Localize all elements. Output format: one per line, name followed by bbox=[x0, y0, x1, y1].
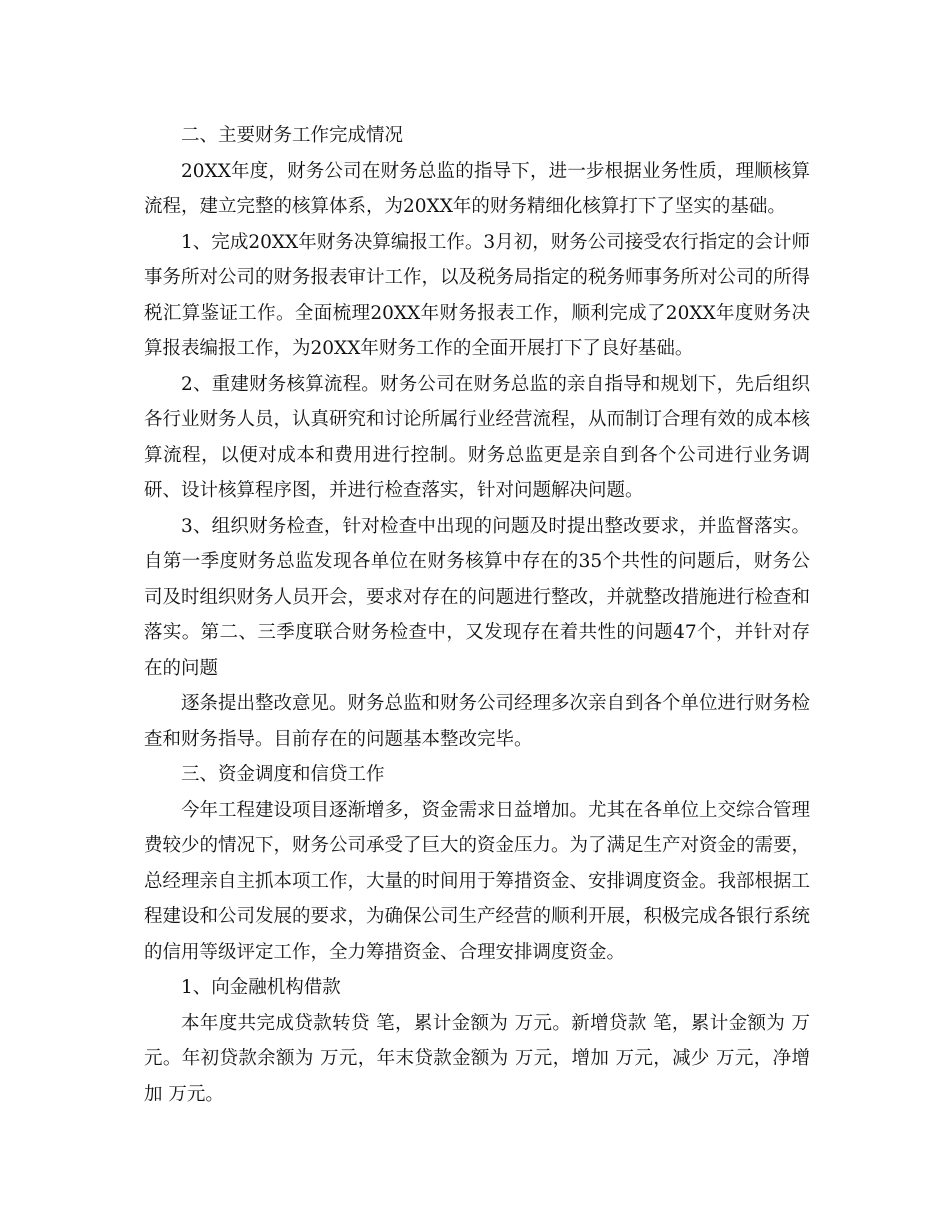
subheading-financial-borrowing: 1、向金融机构借款 bbox=[181, 977, 341, 998]
paragraph-item-2-accounting-process: 2、重建财务核算流程。财务公司在财务总监的亲自指导和规划下，先后组织各行业财务人员，认真研究和讨论所属行业经营流程，从而制订合理有效的成本核算流程，以便对成本和费用进行控制。财务总监更是亲自到各个公司进行业务调研、设计核算程序图，并进行检查落实，针对问题解决问题。 bbox=[144, 373, 811, 501]
paragraph-item-3-financial-inspection: 3、组织财务检查，针对检查中出现的问题及时提出整改要求，并监督落实。自第一季度财务总监发现各单位在财务核算中存在的35个共性的问题后，财务公司及时组织财务人员开会，要求对存在的问题进行整改，并就整改措施进行检查和落实。第二、三季度联合财务检查中，又发现存在着共性的问题47个，并针对存在的问题 bbox=[144, 515, 811, 679]
document-body bbox=[144, 118, 810, 1112]
section-heading-finance-work: 二、主要财务工作完成情况 bbox=[181, 125, 404, 146]
paragraph-funds-overview: 今年工程建设项目逐渐增多，资金需求日益增加。尤其在各单位上交综合管理费较少的情况下，财务公司承受了巨大的资金压力。为了满足生产对资金的需要，总经理亲自主抓本项工作，大量的时间用于筹措资金、安排调度资金。我部根据工程建设和公司发展的要求，为确保公司生产经营的顺利开展，积极完成各银行系统的信用等级评定工作，全力筹措资金、合理安排调度资金。 bbox=[144, 799, 811, 963]
paragraph-item-3-continued: 逐条提出整改意见。财务总监和财务公司经理多次亲自到各个单位进行财务检查和财务指导。目前存在的问题基本整改完毕。 bbox=[144, 693, 811, 750]
paragraph-loan-summary: 本年度共完成贷款转贷 笔，累计金额为 万元。新增贷款 笔，累计金额为 万元。年初贷款余额为 万元，年末贷款金额为 万元，增加 万元，减少 万元，净增加 万元。 bbox=[144, 1012, 810, 1105]
paragraph-intro: 20XX年度，财务公司在财务总监的指导下，进一步根据业务性质，理顺核算流程，建立完整的核算体系，为20XX年的财务精细化核算打下了坚实的基础。 bbox=[144, 160, 810, 217]
paragraph-item-1-final-accounts: 1、完成20XX年财务决算编报工作。3月初，财务公司接受农行指定的会计师事务所对公司的财务报表审计工作，以及税务局指定的税务师事务所对公司的所得税汇算鉴证工作。全面梳理20XX年财务报表工作，顺利完成了20XX年度财务决算报表编报工作，为20XX年财务工作的全面开展打下了良好基础。 bbox=[144, 231, 811, 359]
section-heading-funds-credit: 三、资金调度和信贷工作 bbox=[181, 764, 385, 785]
